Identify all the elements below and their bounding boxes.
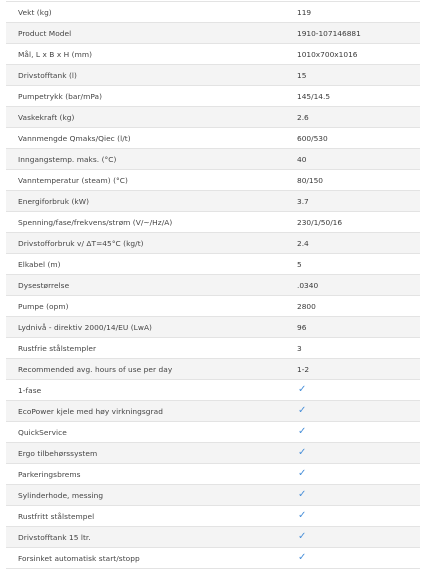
feature-row (6, 380, 420, 401)
check-icon: ✓ (298, 532, 307, 542)
feature-label: QuickService (18, 427, 67, 437)
feature-row (6, 422, 420, 443)
spec-value: 1-2 (297, 364, 310, 374)
spec-value: 2.4 (297, 238, 309, 248)
feature-row (6, 464, 420, 485)
spec-label: Vanntemperatur (steam) (°C) (18, 175, 128, 185)
feature-label: Forsinket automatisk start/stopp (18, 553, 140, 563)
spec-label: Vekt (kg) (18, 7, 52, 17)
spec-value: 3 (297, 343, 302, 353)
spec-row (6, 233, 420, 254)
feature-value (297, 490, 420, 500)
spec-value: 2.6 (297, 112, 309, 122)
feature-label: Ergo tilbehørssystem (18, 448, 98, 458)
spec-value: 80/150 (297, 175, 324, 185)
feature-value (297, 427, 420, 437)
spec-row (6, 338, 420, 359)
feature-label: 1-fase (18, 385, 42, 395)
spec-row (6, 359, 420, 380)
spec-row (6, 107, 420, 128)
spec-row (6, 254, 420, 275)
spec-value: 2800 (297, 301, 316, 311)
spec-row (6, 296, 420, 317)
feature-row (6, 443, 420, 464)
spec-label: Dysestørrelse (18, 280, 70, 290)
spec-value: 1910-107146881 (297, 28, 361, 38)
feature-value (297, 469, 420, 479)
spec-label: Elkabel (m) (18, 259, 61, 269)
feature-value (297, 532, 420, 542)
spec-row (6, 149, 420, 170)
feature-row (6, 527, 420, 548)
spec-label: Rustfrie stålstempler (18, 343, 97, 353)
feature-label: Drivstofftank 15 ltr. (18, 532, 91, 542)
spec-value: 96 (297, 322, 307, 332)
spec-table (6, 1, 420, 569)
spec-value: 600/530 (297, 133, 328, 143)
feature-row (6, 548, 420, 569)
feature-value (297, 385, 420, 395)
spec-label: Mål, L x B x H (mm) (18, 49, 93, 59)
spec-row (6, 65, 420, 86)
feature-value (297, 511, 420, 521)
feature-label: EcoPower kjele med høy virkningsgrad (18, 406, 163, 416)
spec-value: 119 (297, 7, 312, 17)
check-icon: ✓ (298, 469, 307, 479)
check-icon: ✓ (298, 553, 307, 563)
spec-value: 40 (297, 154, 307, 164)
spec-row (6, 2, 420, 23)
spec-label: Energiforbruk (kW) (18, 196, 90, 206)
spec-label: Drivstofftank (l) (18, 70, 77, 80)
feature-value (297, 406, 420, 416)
spec-row (6, 191, 420, 212)
spec-label: Product Model (18, 28, 72, 38)
check-icon: ✓ (298, 511, 307, 521)
spec-value: 5 (297, 259, 302, 269)
spec-row (6, 44, 420, 65)
spec-value: 1010x700x1016 (297, 49, 358, 59)
feature-value (297, 448, 420, 458)
spec-label: Vaskekraft (kg) (18, 112, 75, 122)
spec-row (6, 86, 420, 107)
feature-value (297, 553, 420, 563)
spec-row (6, 212, 420, 233)
spec-row (6, 170, 420, 191)
spec-value: .0340 (297, 280, 319, 290)
spec-label: Pumpe (opm) (18, 301, 69, 311)
spec-value: 15 (297, 70, 307, 80)
feature-row (6, 485, 420, 506)
spec-row (6, 317, 420, 338)
spec-label: Inngangstemp. maks. (°C) (18, 154, 117, 164)
check-icon: ✓ (298, 406, 307, 416)
spec-label: Vannmengde Qmaks/Qiec (l/t) (18, 133, 131, 143)
check-icon: ✓ (298, 385, 307, 395)
check-icon: ✓ (298, 427, 307, 437)
feature-label: Sylinderhode, messing (18, 490, 104, 500)
feature-row (6, 506, 420, 527)
feature-row (6, 401, 420, 422)
feature-label: Rustfritt stålstempel (18, 511, 95, 521)
spec-label: Spenning/fase/frekvens/strøm (V/~/Hz/A) (18, 217, 173, 227)
spec-value: 230/1/50/16 (297, 217, 343, 227)
check-icon: ✓ (298, 448, 307, 458)
spec-value: 145/14.5 (297, 91, 331, 101)
check-icon: ✓ (298, 490, 307, 500)
spec-row (6, 23, 420, 44)
spec-value: 3.7 (297, 196, 309, 206)
spec-label: Pumpetrykk (bar/mPa) (18, 91, 103, 101)
feature-label: Parkeringsbrems (18, 469, 81, 479)
spec-row (6, 128, 420, 149)
spec-label: Lydnivå - direktiv 2000/14/EU (LwA) (18, 322, 152, 332)
spec-label: Drivstofforbruk v/ ΔT=45°C (kg/t) (18, 238, 144, 248)
spec-row (6, 275, 420, 296)
spec-label: Recommended avg. hours of use per day (18, 364, 173, 374)
